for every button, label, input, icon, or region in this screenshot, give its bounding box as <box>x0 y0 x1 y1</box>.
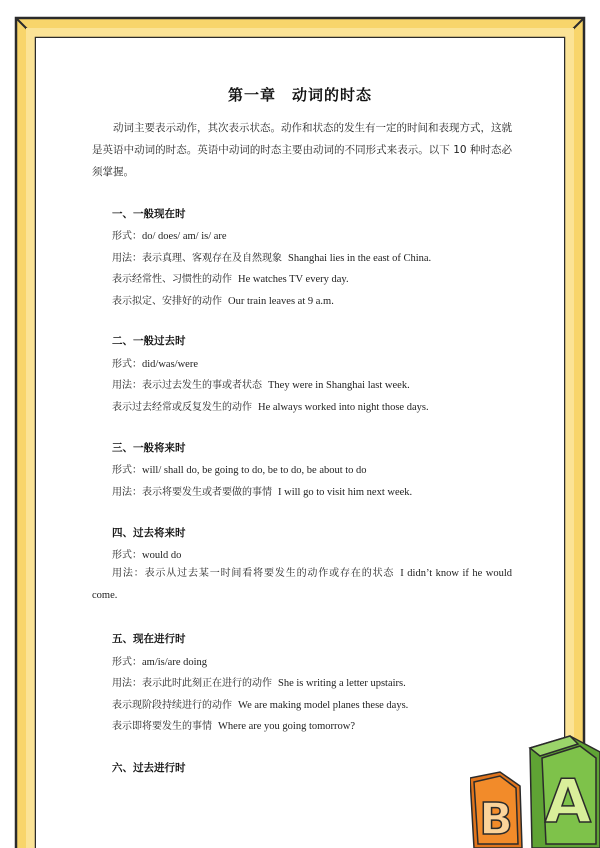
text-line: 形式：do/ does/ am/ is/ are <box>112 231 227 242</box>
text-line: 表示即将要发生的事情 Where are you going tomorrow? <box>112 721 356 732</box>
section-heading: 四、过去将来时 <box>112 527 186 539</box>
text-line: 用法：表示真理、客观存在及自然现象 Shanghai lies in the east of China. <box>112 253 432 264</box>
section-heading: 五、现在进行时 <box>112 633 186 645</box>
wrapped-text-line: 用法：表示从过去某一时间看将要发生的动作或存在的状态 I didn’t know if he would come. <box>92 568 513 601</box>
letter-blocks-illustration <box>470 718 600 848</box>
section-heading: 六、过去进行时 <box>112 762 186 774</box>
text-line: 用法：表示将要发生或者要做的事情 I will go to visit him next week. <box>112 487 413 498</box>
intro-paragraph: 动词主要表示动作，其次表示状态。动作和状态的发生有一定的时间和表现方式，这就是英语中动词的时态。英语中动词的时态主要由动词的不同形式来表示。以下 10 种时态必须掌握。 <box>92 122 512 178</box>
text-line: 形式：would do <box>112 550 182 561</box>
text-line: 用法：表示过去发生的事或者状态 They were in Shanghai last week. <box>112 380 410 391</box>
block-letter-b: B <box>479 794 513 845</box>
text-line: 形式：did/was/were <box>112 359 198 370</box>
text-line: 表示现阶段持续进行的动作 We are making model planes these days. <box>112 700 409 711</box>
chapter-title: 第一章 动词的时态 <box>227 86 372 104</box>
text-line: 形式：will/ shall do, be going to do, be to do, be about to do <box>112 465 367 476</box>
text-line: 形式：am/is/are doing <box>112 657 208 668</box>
block-letter-a: A <box>544 767 592 837</box>
section-heading: 一、一般现在时 <box>112 208 186 220</box>
text-line: 表示过去经常或反复发生的动作 He always worked into night those days. <box>112 402 429 413</box>
text-line: 表示经常性、习惯性的动作 He watches TV every day. <box>112 274 349 285</box>
text-line: 表示拟定、安排好的动作 Our train leaves at 9 a.m. <box>112 296 334 307</box>
letter-block-b <box>470 772 522 848</box>
section-heading: 二、一般过去时 <box>112 335 186 347</box>
text-line: 用法：表示此时此刻正在进行的动作 She is writing a letter upstairs. <box>112 678 406 689</box>
section-heading: 三、一般将来时 <box>112 442 186 454</box>
letter-block-a <box>530 736 600 848</box>
